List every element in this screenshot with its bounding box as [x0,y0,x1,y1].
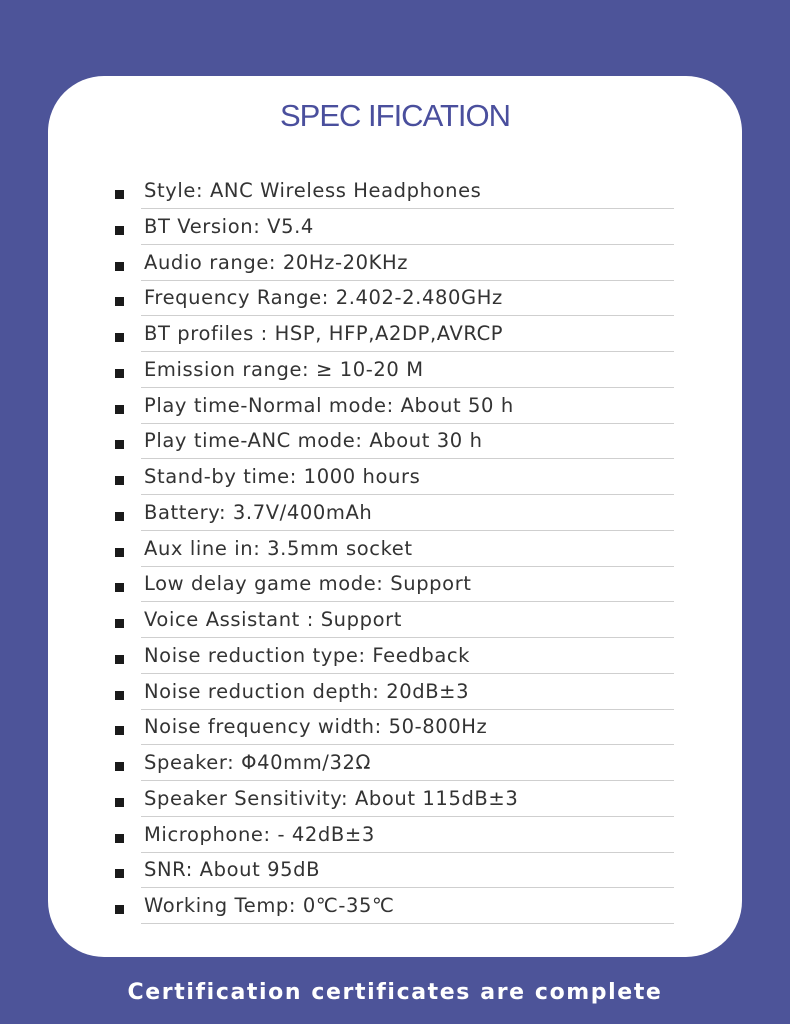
spec-item-text: Voice Assistant : Support [144,608,402,631]
spec-item [108,214,674,253]
square-bullet-icon [115,476,124,485]
spec-item-text: Emission range: ≥ 10-20 M [144,357,424,381]
spec-item [108,753,674,789]
spec-item [108,717,674,753]
spec-item-text: Play time-Normal mode: About 50 h [144,393,514,417]
divider [141,280,674,281]
spec-item-text: Stand-by time: 1000 hours [144,465,421,488]
square-bullet-icon [115,583,124,592]
square-bullet-icon [115,905,124,914]
spec-item [108,643,674,682]
spec-item-text: Microphone: - 42dB±3 [144,822,375,846]
square-bullet-icon [115,297,124,306]
spec-item-text: Noise reduction depth: 20dB±3 [144,679,470,703]
spec-item-text: BT Version: V5.4 [144,214,314,238]
square-bullet-icon [115,440,124,449]
divider [141,852,674,853]
spec-item-text: Working Temp: 0℃-35℃ [144,894,395,917]
divider [141,530,674,531]
square-bullet-icon [115,834,124,843]
spec-item [108,357,674,396]
square-bullet-icon [115,190,124,199]
square-bullet-icon [115,333,124,342]
divider [141,566,674,567]
square-bullet-icon [115,405,124,414]
spec-item [108,822,674,861]
square-bullet-icon [115,762,124,771]
square-bullet-icon [115,691,124,700]
spec-item-text: Noise frequency width: 50-800Hz [144,715,488,739]
square-bullet-icon [115,798,124,807]
divider [141,423,674,424]
divider [141,923,674,924]
divider [141,780,674,781]
spec-item-text: Low delay game mode: Support [144,572,472,596]
spec-item [108,288,674,324]
spec-item-text: Style: ANC Wireless Headphones [144,179,482,202]
divider [141,887,674,888]
page-title: SPEC IFICATION [279,98,510,133]
spec-item [108,500,674,539]
spec-item-text: Noise reduction type: Feedback [144,643,471,667]
spec-item-text: Play time-ANC mode: About 30 h [144,429,483,453]
spec-item [108,536,674,575]
spec-item [108,860,674,896]
divider [141,673,674,674]
spec-item [108,324,674,360]
divider [141,208,674,209]
square-bullet-icon [115,655,124,664]
spec-item [108,431,674,467]
spec-item [108,467,674,503]
divider [141,244,674,245]
spec-item-text: Audio range: 20Hz-20KHz [144,250,409,274]
divider [141,816,674,817]
spec-item-text: BT profiles : HSP, HFP,A2DP,AVRCP [144,322,504,345]
square-bullet-icon [115,226,124,235]
spec-item [108,574,674,610]
square-bullet-icon [115,548,124,557]
square-bullet-icon [115,619,124,628]
divider [141,351,674,352]
spec-item-text: Frequency Range: 2.402-2.480GHz [144,286,503,310]
square-bullet-icon [115,869,124,878]
spec-item [108,786,674,825]
spec-item-text: SNR: About 95dB [144,858,321,882]
certification-note: Certification certificates are complete [127,980,663,1005]
spec-item-text: Aux line in: 3.5mm socket [144,536,413,560]
divider [141,458,674,459]
square-bullet-icon [115,726,124,735]
spec-item [108,896,674,932]
spec-item [108,250,674,289]
spec-item [108,610,674,646]
divider [141,601,674,602]
divider [141,637,674,638]
divider [141,709,674,710]
divider [141,387,674,388]
spec-item [108,181,674,217]
spec-item [108,393,674,432]
square-bullet-icon [115,369,124,378]
spec-item [108,679,674,718]
divider [141,315,674,316]
square-bullet-icon [115,512,124,521]
spec-item-text: Speaker: Φ40mm/32Ω [144,751,371,774]
divider [141,744,674,745]
divider [141,494,674,495]
spec-item-text: Battery: 3.7V/400mAh [144,500,373,524]
square-bullet-icon [115,262,124,271]
spec-item-text: Speaker Sensitivity: About 115dB±3 [144,786,519,810]
